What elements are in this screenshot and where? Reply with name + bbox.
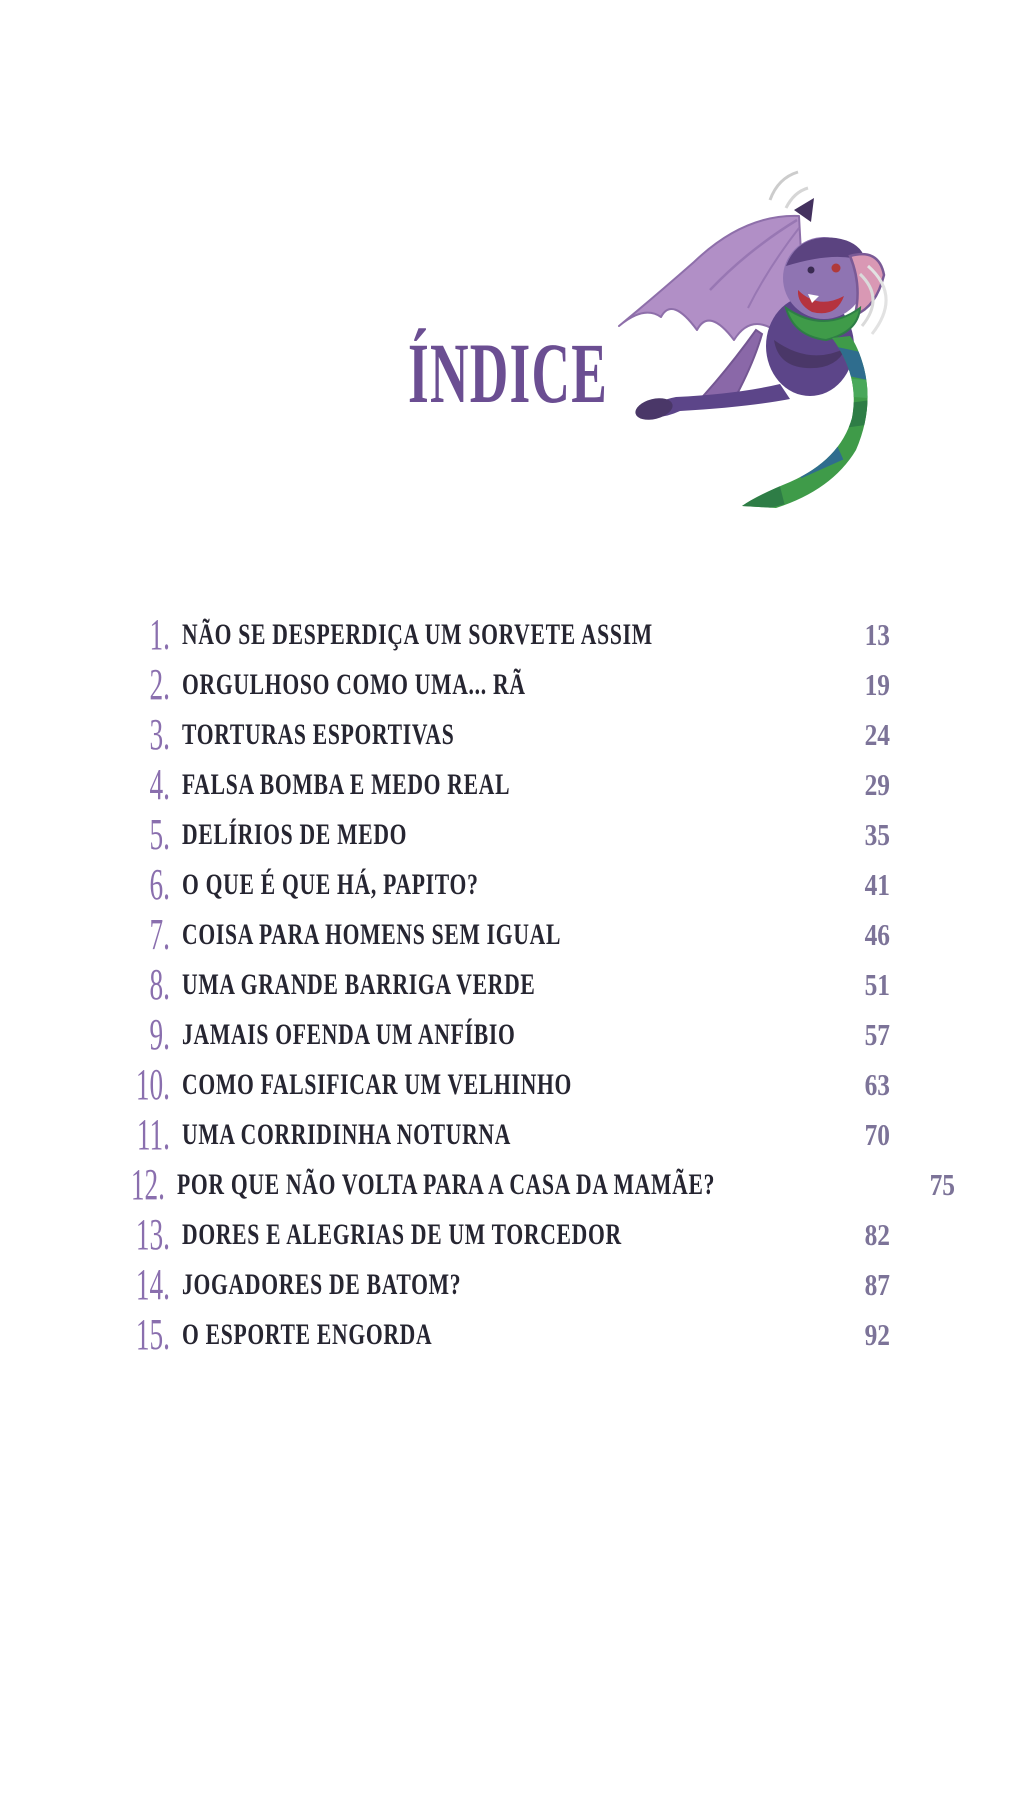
toc-entry xyxy=(110,1260,890,1310)
chapter-title: UMA GRANDE BARRIGA VERDE xyxy=(182,968,536,1001)
chapter-title: COMO FALSIFICAR UM VELHINHO xyxy=(182,1068,573,1101)
chapter-page-number: 51 xyxy=(864,967,890,1002)
toc-entry xyxy=(110,1060,890,1110)
chapter-page-number: 35 xyxy=(864,817,890,852)
toc-entry xyxy=(110,960,890,1010)
bat-mascot-illustration xyxy=(598,158,890,510)
chapter-page-number: 87 xyxy=(864,1267,890,1302)
chapter-title: POR QUE NÃO VOLTA PARA A CASA DA MAMÃE? xyxy=(177,1168,716,1201)
toc-entry xyxy=(110,810,890,860)
toc-entry xyxy=(110,1160,956,1210)
chapter-number: 9. xyxy=(149,1010,170,1059)
chapter-title: DORES E ALEGRIAS DE UM TORCEDOR xyxy=(182,1218,622,1251)
chapter-page-number: 57 xyxy=(864,1017,890,1052)
toc-entry xyxy=(110,860,890,910)
page-title: ÍNDICE xyxy=(408,325,609,421)
chapter-title: UMA CORRIDINHA NOTURNA xyxy=(182,1118,512,1151)
chapter-page-number: 75 xyxy=(929,1167,956,1202)
chapter-page-number: 24 xyxy=(864,717,890,752)
table-of-contents xyxy=(110,610,956,1360)
motion-lines-icon xyxy=(770,172,808,208)
chapter-page-number: 46 xyxy=(864,917,890,952)
chapter-title: JAMAIS OFENDA UM ANFÍBIO xyxy=(182,1018,516,1051)
toc-entry xyxy=(110,910,890,960)
chapter-number: 3. xyxy=(149,710,170,759)
chapter-title: FALSA BOMBA E MEDO REAL xyxy=(182,768,511,801)
chapter-title: O QUE É QUE HÁ, PAPITO? xyxy=(182,868,479,901)
chapter-page-number: 13 xyxy=(864,617,890,652)
chapter-number: 10. xyxy=(135,1060,170,1109)
chapter-title: NÃO SE DESPERDIÇA UM SORVETE ASSIM xyxy=(182,618,653,651)
chapter-number: 6. xyxy=(149,860,170,909)
chapter-title: DELÍRIOS DE MEDO xyxy=(182,818,408,851)
chapter-title: COISA PARA HOMENS SEM IGUAL xyxy=(182,918,562,951)
chapter-page-number: 19 xyxy=(864,667,890,702)
toc-entry xyxy=(110,760,890,810)
toc-entry xyxy=(110,660,890,710)
chapter-page-number: 70 xyxy=(864,1117,890,1152)
chapter-page-number: 92 xyxy=(864,1317,890,1352)
toc-entry xyxy=(110,1310,890,1360)
chapter-page-number: 29 xyxy=(864,767,890,802)
chapter-number: 11. xyxy=(136,1110,170,1159)
chapter-title: ORGULHOSO COMO UMA... RÃ xyxy=(182,668,526,701)
toc-entry xyxy=(110,610,890,660)
chapter-number: 7. xyxy=(149,910,170,959)
chapter-title: TORTURAS ESPORTIVAS xyxy=(182,718,455,751)
chapter-title: O ESPORTE ENGORDA xyxy=(182,1318,433,1351)
chapter-number: 13. xyxy=(135,1210,170,1259)
bat-head xyxy=(783,237,884,319)
chapter-number: 1. xyxy=(149,610,170,659)
chapter-page-number: 63 xyxy=(864,1067,890,1102)
chapter-number: 2. xyxy=(149,660,170,709)
chapter-number: 12. xyxy=(130,1160,165,1209)
chapter-number: 4. xyxy=(149,760,170,809)
chapter-number: 14. xyxy=(135,1260,170,1309)
chapter-number: 15. xyxy=(135,1310,170,1359)
chapter-number: 8. xyxy=(149,960,170,1009)
chapter-page-number: 82 xyxy=(864,1217,890,1252)
toc-entry xyxy=(110,1010,890,1060)
toc-entry xyxy=(110,1110,890,1160)
toc-entry xyxy=(110,1210,890,1260)
chapter-number: 5. xyxy=(149,810,170,859)
chapter-title: JOGADORES DE BATOM? xyxy=(182,1268,462,1301)
toc-entry xyxy=(110,710,890,760)
chapter-page-number: 41 xyxy=(864,867,890,902)
